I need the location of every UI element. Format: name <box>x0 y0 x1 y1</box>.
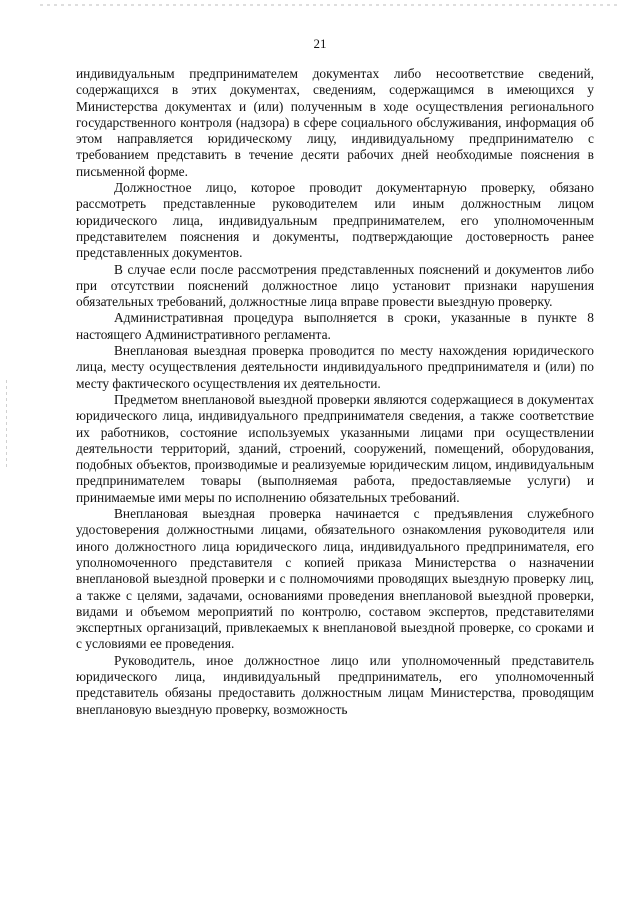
paragraph: В случае если после рассмотрения представленных пояснений и документов либо при отсутствии пояснений должностное лицо установит признаки нарушения обязательных требований, должностные лица вправе провести выездную проверку. <box>76 261 594 310</box>
paragraph: Административная процедура выполняется в сроки, указанные в пункте 8 настоящего Административного регламента. <box>76 310 594 342</box>
paragraph: Внеплановая выездная проверка начинается с предъявления служебного удостоверения должностными лицами, обязательного ознакомления руководителя или иного должностного лица юридического лица, индивидуального предпринимателя, его уполномоченного представителя с копией приказа Министерства о назначении внеплановой выездной проверки и с полномочиями проводящих выездную проверку лиц, а также с целями, задачами, основаниями проведения внеплановой выездной проверки, видами и объемом мероприятий по контролю, составом экспертов, представителями экспертных организаций, привлекаемых к внеплановой выездной проверке, со сроками и с условиями ее проведения. <box>76 506 594 652</box>
page-number: 21 <box>313 36 327 51</box>
scan-artifact-top <box>40 4 620 6</box>
scan-artifact-left <box>6 380 7 470</box>
paragraph-continuation: индивидуальным предпринимателем документах либо несоответствие сведений, содержащихся в этих документах, сведениям, содержащимся в имеющихся у Министерства документах и (или) полученным в ходе осуществления регионального государственного контроля (надзора) в сфере социального обслуживания, информация об этом направляется юридическому лицу, индивидуальному предпринимателю с требованием представить в течение десяти рабочих дней необходимые пояснения в письменной форме. <box>76 66 594 179</box>
paragraph: Должностное лицо, которое проводит документарную проверку, обязано рассмотреть представленные руководителем или иным должностным лицом юридического лица, индивидуальным предпринимателем, его уполномоченным представителем пояснения и документы, подтверждающие достоверность ранее представленных документов. <box>76 180 594 261</box>
paragraph: Внеплановая выездная проверка проводится по месту нахождения юридического лица, месту осуществления деятельности индивидуального предпринимателя и (или) по месту фактического осуществления их деятельности. <box>76 343 594 391</box>
paragraph: Предметом внеплановой выездной проверки являются содержащиеся в документах юридического лица, индивидуального предпринимателя сведения, а также соответствие их работников, состояние используемых указанными лицами при осуществлении деятельности территорий, зданий, строений, сооружений, помещений, оборудования, подобных объектов, производимые и реализуемые юридическим лицом, индивидуальным предпринимателем товары (выполняемая работа, предоставляемые услуги) и принимаемые ими меры по исполнению обязательных требований. <box>76 391 594 505</box>
paragraph: Руководитель, иное должностное лицо или уполномоченный представитель юридического лица, индивидуальный предприниматель, его уполномоченный представитель обязаны предоставить должностным лицам Министерства, проводящим внеплановую выездную проверку, возможность <box>76 652 594 717</box>
document-body <box>76 66 594 718</box>
